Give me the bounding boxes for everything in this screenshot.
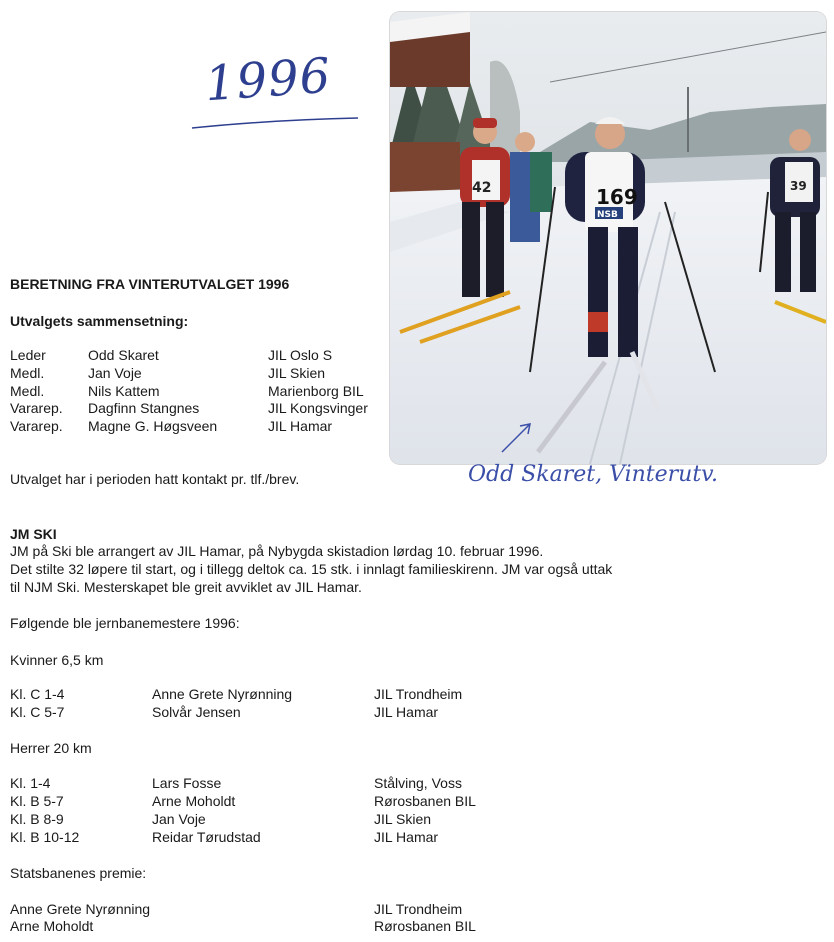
result-class: Kl. B 5-7: [10, 793, 64, 809]
prize-name: Arne Moholdt: [10, 918, 94, 934]
member-role: Medl.: [10, 383, 45, 399]
result-row: [10, 811, 830, 828]
prize-heading: Statsbanenes premie:: [10, 865, 147, 881]
result-class: Kl. 1-4: [10, 775, 51, 791]
women-heading: Kvinner 6,5 km: [10, 652, 104, 668]
result-class: Kl. B 10-12: [10, 829, 80, 845]
member-name: Jan Voje: [88, 365, 142, 381]
member-name: Magne G. Høgsveen: [88, 418, 218, 434]
result-row: [10, 793, 830, 810]
result-row: [10, 686, 830, 703]
result-name: Reidar Tørudstad: [152, 829, 261, 845]
result-name: Jan Voje: [152, 811, 206, 827]
result-row: [10, 775, 830, 792]
member-name: Nils Kattem: [88, 383, 160, 399]
member-role: Vararep.: [10, 418, 63, 434]
handwritten-year: 1996: [203, 47, 333, 113]
result-row: [10, 704, 830, 721]
result-class: Kl. C 1-4: [10, 686, 65, 702]
member-row: [10, 418, 830, 435]
member-role: Medl.: [10, 365, 45, 381]
result-row: [10, 829, 830, 846]
men-heading: Herrer 20 km: [10, 740, 92, 756]
member-row: [10, 383, 830, 400]
bib-42: 42: [472, 180, 492, 196]
contact-note: Utvalget har i perioden hatt kontakt pr. tlf./brev.: [10, 471, 300, 487]
result-club: Rørosbanen BIL: [374, 793, 476, 809]
bib-169: 169: [596, 185, 638, 209]
member-club: JIL Hamar: [268, 418, 333, 434]
member-row: [10, 400, 830, 417]
champions-intro: Følgende ble jernbanemestere 1996:: [10, 615, 240, 631]
result-club: JIL Hamar: [374, 704, 439, 720]
member-role: Leder: [10, 347, 46, 363]
bib-sponsor: NSB: [597, 210, 618, 220]
prize-name: Anne Grete Nyrønning: [10, 901, 151, 917]
jm-line: JM på Ski ble arrangert av JIL Hamar, på Nybygda skistadion lørdag 10. februar 1996.: [10, 543, 544, 559]
result-name: Solvår Jensen: [152, 704, 241, 720]
jm-line: til NJM Ski. Mesterskapet ble greit avviklet av JIL Hamar.: [10, 579, 362, 595]
handwritten-underline: [190, 112, 360, 132]
member-name: Odd Skaret: [88, 347, 159, 363]
result-name: Anne Grete Nyrønning: [152, 686, 293, 702]
member-club: JIL Kongsvinger: [268, 400, 368, 416]
member-club: JIL Skien: [268, 365, 326, 381]
prize-row: [10, 901, 830, 918]
result-club: Stålving, Voss: [374, 775, 462, 791]
result-club: JIL Trondheim: [374, 686, 463, 702]
member-row: [10, 365, 830, 382]
member-club: JIL Oslo S: [268, 347, 333, 363]
member-club: Marienborg BIL: [268, 383, 364, 399]
result-name: Lars Fosse: [152, 775, 222, 791]
result-name: Arne Moholdt: [152, 793, 236, 809]
photo-caption: Odd Skaret, Vinterutv.: [468, 462, 718, 487]
result-class: Kl. B 8-9: [10, 811, 64, 827]
jm-line: Det stilte 32 løpere til start, og i tillegg deltok ca. 15 stk. i innlagt familieskirenn. JM var også uttak: [10, 561, 613, 577]
member-role: Vararep.: [10, 400, 63, 416]
prize-club: Rørosbanen BIL: [374, 918, 476, 934]
result-class: Kl. C 5-7: [10, 704, 65, 720]
member-row: [10, 347, 830, 364]
report-title: BERETNING FRA VINTERUTVALGET 1996: [10, 276, 290, 292]
prize-row: [10, 918, 830, 935]
composition-heading: Utvalgets sammensetning:: [10, 313, 189, 329]
prize-club: JIL Trondheim: [374, 901, 463, 917]
result-club: JIL Hamar: [374, 829, 439, 845]
jm-heading: JM SKI: [10, 526, 57, 542]
bib-39: 39: [790, 179, 807, 193]
member-name: Dagfinn Stangnes: [88, 400, 200, 416]
result-club: JIL Skien: [374, 811, 432, 827]
